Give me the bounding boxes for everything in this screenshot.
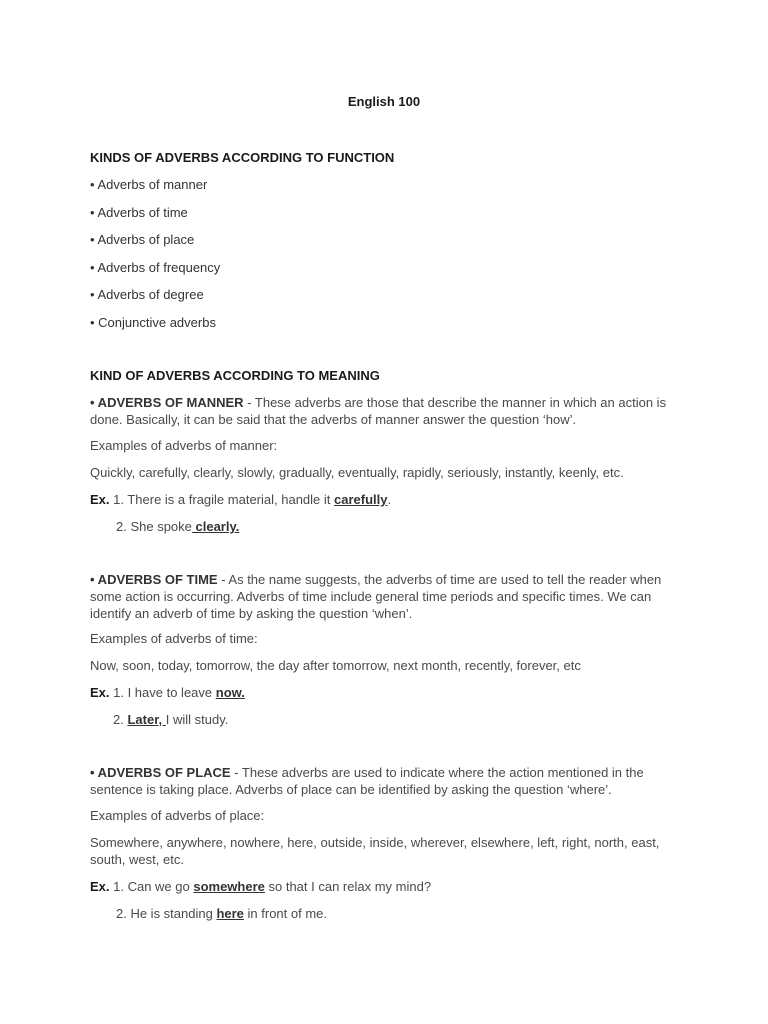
manner-paragraph	[90, 394, 680, 428]
place-examples-label: Examples of adverbs of place:	[90, 808, 265, 823]
meaning-heading: KIND OF ADVERBS ACCORDING TO MEANING	[90, 368, 380, 383]
time-examples-list: Now, soon, today, tomorrow, the day after tomorrow, next month, recently, forever, etc	[90, 658, 581, 673]
place-description: - These adverbs are used to indicate where the action mentioned in the sentence is taking place. Adverbs of place can be identified by asking the question ‘where’.	[90, 765, 644, 797]
example-keyword: Later,	[127, 712, 166, 727]
example-label: Ex.	[90, 685, 110, 700]
example-text: .	[387, 492, 392, 507]
place-examples-list: Somewhere, anywhere, nowhere, here, outside, inside, wherever, elsewhere, left, right, north, east, south, west, etc.	[90, 835, 660, 867]
place-example-1	[90, 878, 680, 895]
manner-example-1	[90, 491, 680, 508]
list-item: • Adverbs of degree	[90, 287, 204, 302]
example-keyword: carefully	[334, 492, 388, 507]
example-text: 1. There is a fragile material, handle it	[109, 492, 335, 507]
example-text: 2. He is standing	[116, 906, 217, 921]
manner-lead: • ADVERBS OF MANNER	[90, 395, 244, 410]
example-keyword: clearly.	[191, 519, 240, 534]
time-example-1	[90, 684, 680, 701]
document-title: English 100	[347, 94, 421, 109]
example-text: 2.	[113, 712, 128, 727]
list-item: • Adverbs of place	[90, 232, 195, 247]
example-text: so that I can relax my mind?	[264, 879, 432, 894]
list-item: • Adverbs of manner	[90, 177, 208, 192]
example-text: in front of me.	[243, 906, 328, 921]
example-label: Ex.	[90, 492, 110, 507]
example-text: I will study.	[165, 712, 229, 727]
example-text: 1. I have to leave	[109, 685, 216, 700]
place-paragraph	[90, 764, 680, 798]
example-keyword: here	[216, 906, 244, 921]
time-lead: • ADVERBS OF TIME	[90, 572, 218, 587]
example-label: Ex.	[90, 879, 110, 894]
manner-examples-list: Quickly, carefully, clearly, slowly, gradually, eventually, rapidly, seriously, instantly, keenly, etc.	[90, 465, 624, 480]
time-description: - As the name suggests, the adverbs of time are used to tell the reader when some action is occurring. Adverbs of time include general time periods and specific times. We can identify an adverb of time by asking the question ‘when’.	[90, 572, 662, 621]
example-text: 2. She spoke	[116, 519, 192, 534]
list-item: • Adverbs of time	[90, 205, 188, 220]
place-lead: • ADVERBS OF PLACE	[90, 765, 231, 780]
place-example-2	[116, 905, 327, 922]
time-example-2	[113, 711, 228, 728]
time-paragraph	[90, 571, 680, 622]
manner-examples-label: Examples of adverbs of manner:	[90, 438, 278, 453]
list-item: • Adverbs of frequency	[90, 260, 221, 275]
function-heading: KINDS OF ADVERBS ACCORDING TO FUNCTION	[90, 150, 395, 165]
example-text: 1. Can we go	[109, 879, 194, 894]
time-examples-label: Examples of adverbs of time:	[90, 631, 258, 646]
manner-example-2	[116, 518, 239, 535]
manner-description: - These adverbs are those that describe the manner in which an action is done. Basically, it can be said that the adverbs of manner answer the question ‘how’.	[90, 395, 667, 427]
list-item: • Conjunctive adverbs	[90, 315, 216, 330]
example-keyword: somewhere	[193, 879, 265, 894]
example-keyword: now.	[215, 685, 245, 700]
